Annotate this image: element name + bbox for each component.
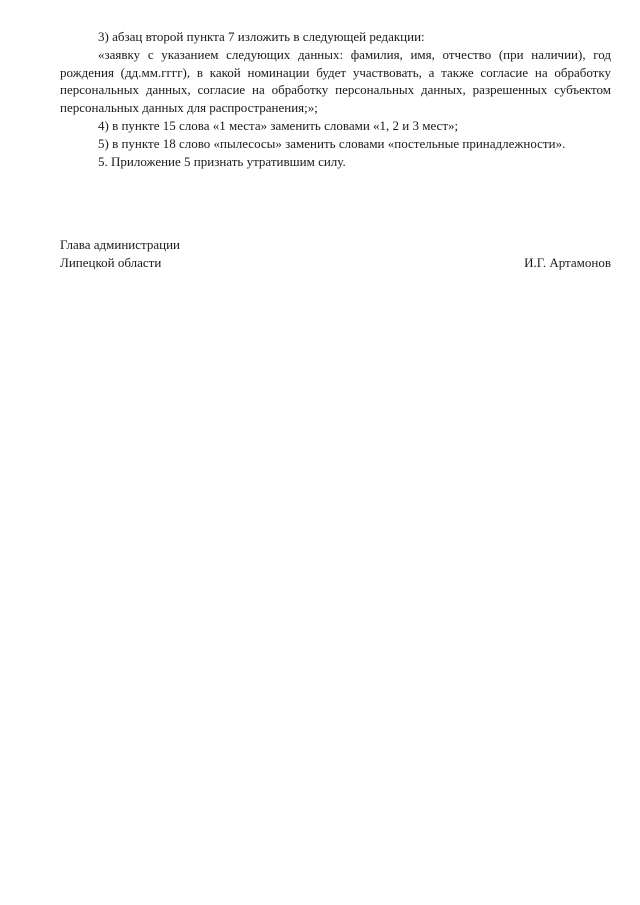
paragraph-item-5: 5) в пункте 18 слово «пылесосы» заменить словами «постельные принадлежности». <box>98 135 566 151</box>
paragraph-item-4: 4) в пункте 15 слова «1 места» заменить словами «1, 2 и 3 мест»; <box>98 117 459 133</box>
signature-row <box>60 254 611 272</box>
paragraph-item-3: 3) абзац второй пункта 7 изложить в следующей редакции: <box>98 29 425 44</box>
signature-block <box>60 236 611 272</box>
signature-title-line2: Липецкой области <box>60 254 162 270</box>
paragraph-section-5: 5. Приложение 5 признать утратившим силу. <box>98 153 346 169</box>
signature-title-line1: Глава администрации <box>60 237 181 252</box>
paragraph-quoted-text: «заявку с указанием следующих данных: фамилия, имя, отчество (при наличии), год рождения (дд.мм.гггг), в какой номинации будет участвовать, а также согласие на обработку персональных данных, согласие на обработку персональных данных, разрешенных субъектом персональных данных для распространения;»; <box>60 46 611 116</box>
document-body <box>60 28 611 170</box>
signatory-name: И.Г. Артамонов <box>524 254 611 270</box>
